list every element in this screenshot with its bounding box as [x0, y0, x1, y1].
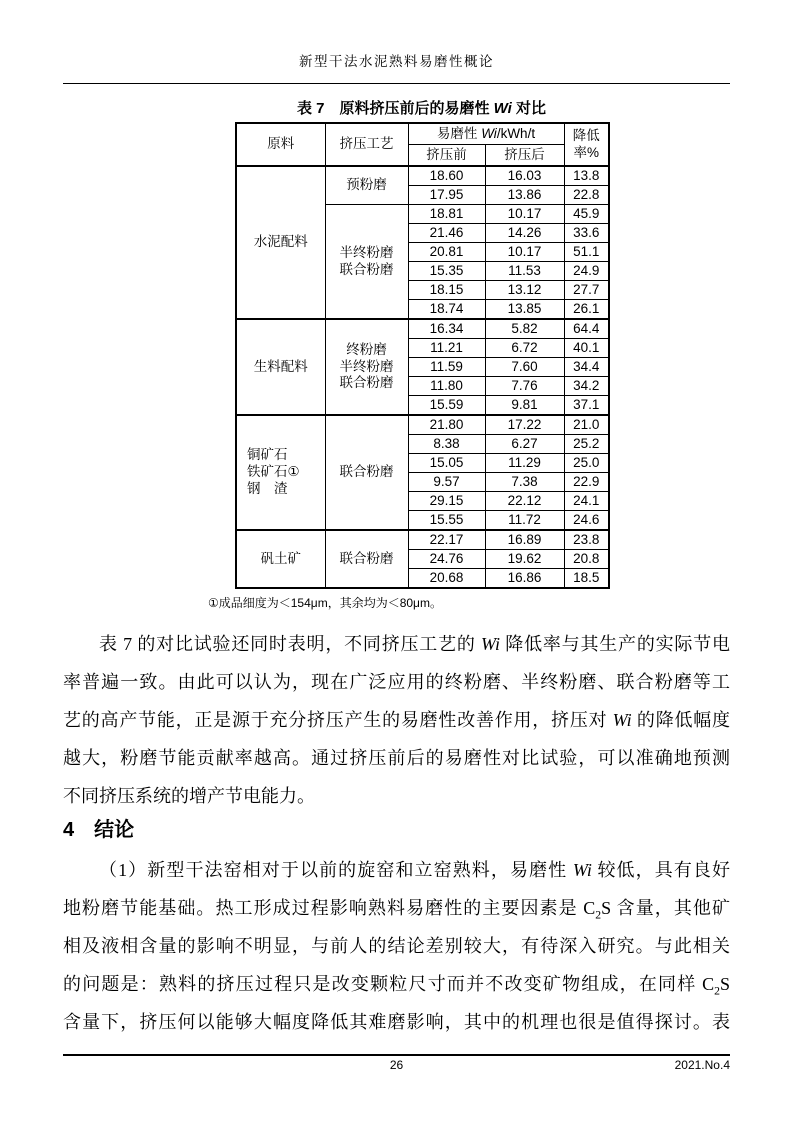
value-cell: 17.22: [485, 415, 564, 435]
process-cell: 联合粉磨: [325, 415, 408, 530]
value-cell: 11.72: [485, 511, 564, 531]
value-cell: 18.81: [408, 205, 485, 224]
header-process: 挤压工艺: [325, 123, 408, 166]
value-cell: 18.60: [408, 166, 485, 186]
value-cell: 24.9: [564, 262, 609, 281]
value-cell: 27.7: [564, 281, 609, 300]
value-cell: 24.76: [408, 550, 485, 569]
header-rule: [63, 83, 730, 84]
page-footer: [63, 1054, 730, 1074]
value-cell: 9.57: [408, 473, 485, 492]
value-cell: 34.2: [564, 377, 609, 396]
value-cell: 26.1: [564, 300, 609, 320]
value-cell: 37.1: [564, 396, 609, 416]
value-cell: 7.38: [485, 473, 564, 492]
table-block: [235, 99, 608, 589]
value-cell: 20.68: [408, 569, 485, 589]
value-cell: 45.9: [564, 205, 609, 224]
process-cell: 终粉磨 半终粉磨 联合粉磨: [325, 319, 408, 415]
value-cell: 16.86: [485, 569, 564, 589]
value-cell: 22.17: [408, 530, 485, 550]
table-row: [236, 415, 609, 435]
value-cell: 40.1: [564, 339, 609, 358]
table-row: [236, 530, 609, 550]
paragraph-line: 地粉磨节能基础。热工形成过程影响熟料易磨性的主要因素是 $C_2S$ 含量，其他矿: [63, 898, 730, 922]
paragraph-line: 表 7 的对比试验还同时表明，不同挤压工艺的 Wi 降低率与其生产的实际节电: [99, 634, 731, 654]
value-cell: 25.0: [564, 454, 609, 473]
value-cell: 21.46: [408, 224, 485, 243]
paragraph-line: （1）新型干法窑相对于以前的旋窑和立窑熟料，易磨性 Wi 较低，具有良好: [99, 860, 731, 880]
value-cell: 15.05: [408, 454, 485, 473]
value-cell: 9.81: [485, 396, 564, 416]
value-cell: 11.59: [408, 358, 485, 377]
header-reduction-line2: 率%: [573, 144, 599, 160]
value-cell: 64.4: [564, 319, 609, 339]
paragraph-1: [63, 625, 730, 815]
value-cell: 10.17: [485, 243, 564, 262]
value-cell: 21.80: [408, 415, 485, 435]
value-cell: 13.12: [485, 281, 564, 300]
value-cell: 11.53: [485, 262, 564, 281]
header-reduction-line1: 降低: [572, 127, 600, 143]
value-cell: 24.1: [564, 492, 609, 511]
value-cell: 7.60: [485, 358, 564, 377]
table-footnote: ①成品细度为＜154μm，其余均为＜80μm。: [208, 596, 442, 610]
materials-table: [235, 122, 610, 589]
value-cell: 22.9: [564, 473, 609, 492]
value-cell: 20.81: [408, 243, 485, 262]
issue-number: 2021.No.4: [674, 1058, 730, 1072]
value-cell: 16.03: [485, 166, 564, 186]
value-cell: 6.72: [485, 339, 564, 358]
value-cell: 16.89: [485, 530, 564, 550]
value-cell: 19.62: [485, 550, 564, 569]
paragraph-line: 艺的高产节能，正是源于充分挤压产生的易磨性改善作用，挤压对 Wi 的降低幅度: [63, 710, 731, 730]
value-cell: 15.55: [408, 511, 485, 531]
value-cell: 16.34: [408, 319, 485, 339]
value-cell: 51.1: [564, 243, 609, 262]
paragraph-line: 相及液相含量的影响不明显，与前人的结论差别较大，有待深入研究。与此相关: [63, 936, 730, 956]
value-cell: 24.6: [564, 511, 609, 531]
materials-table-body: [236, 166, 609, 588]
value-cell: 5.82: [485, 319, 564, 339]
table-caption: 表 7 原料挤压前后的易磨性 Wi 对比: [296, 100, 547, 117]
value-cell: 11.21: [408, 339, 485, 358]
value-cell: 7.76: [485, 377, 564, 396]
process-cell: 半终粉磨 联合粉磨: [325, 205, 408, 320]
header-wi-group: 易磨性 Wi/kWh/t: [408, 123, 564, 145]
header-before: 挤压前: [408, 145, 485, 167]
process-cell: 预粉磨: [325, 166, 408, 205]
value-cell: 11.80: [408, 377, 485, 396]
value-cell: 23.8: [564, 530, 609, 550]
value-cell: 18.5: [564, 569, 609, 589]
paragraph-line: 含量下，挤压何以能够大幅度降低其难磨影响，其中的机理也很是值得探讨。表: [63, 1012, 730, 1032]
value-cell: 13.8: [564, 166, 609, 186]
page-number: 26: [389, 1058, 404, 1072]
conclusion-heading: 4 结论: [63, 819, 135, 841]
running-head-title: 新型干法水泥熟料易磨性概论: [299, 54, 494, 69]
material-cell: 矾土矿: [236, 530, 325, 588]
header-after: 挤压后: [485, 145, 564, 167]
table-header-row: [236, 123, 609, 145]
value-cell: 21.0: [564, 415, 609, 435]
paragraph-line: 越大，粉磨节能贡献率越高。通过挤压前后的易磨性对比试验，可以准确地预测: [63, 748, 730, 768]
paragraph-line: 的问题是：熟料的挤压过程只是改变颗粒尺寸而并不改变矿物组成，在同样 $C_2S$: [63, 974, 730, 998]
value-cell: 10.17: [485, 205, 564, 224]
value-cell: 33.6: [564, 224, 609, 243]
value-cell: 17.95: [408, 186, 485, 205]
process-cell: 联合粉磨: [325, 530, 408, 588]
material-cell: 水泥配料: [236, 166, 325, 319]
value-cell: 13.85: [485, 300, 564, 320]
value-cell: 8.38: [408, 435, 485, 454]
value-cell: 22.12: [485, 492, 564, 511]
value-cell: 15.59: [408, 396, 485, 416]
paragraph-line: 不同挤压系统的增产节电能力。: [63, 786, 315, 806]
value-cell: 18.15: [408, 281, 485, 300]
value-cell: 22.8: [564, 186, 609, 205]
value-cell: 13.86: [485, 186, 564, 205]
value-cell: 15.35: [408, 262, 485, 281]
value-cell: 18.74: [408, 300, 485, 320]
table-row: [236, 166, 609, 186]
value-cell: 34.4: [564, 358, 609, 377]
material-cell: 生料配料: [236, 319, 325, 415]
value-cell: 29.15: [408, 492, 485, 511]
header-reduction: [564, 123, 609, 166]
value-cell: 6.27: [485, 435, 564, 454]
value-cell: 14.26: [485, 224, 564, 243]
paragraph-2: [63, 851, 730, 1041]
value-cell: 20.8: [564, 550, 609, 569]
table-row: [236, 319, 609, 339]
value-cell: 25.2: [564, 435, 609, 454]
value-cell: 11.29: [485, 454, 564, 473]
paragraph-line: 率普遍一致。由此可以认为，现在广泛应用的终粉磨、半终粉磨、联合粉磨等工: [63, 672, 730, 692]
header-material: 原料: [236, 123, 325, 166]
material-cell: 铜矿石 铁矿石① 钢 渣: [236, 415, 325, 530]
